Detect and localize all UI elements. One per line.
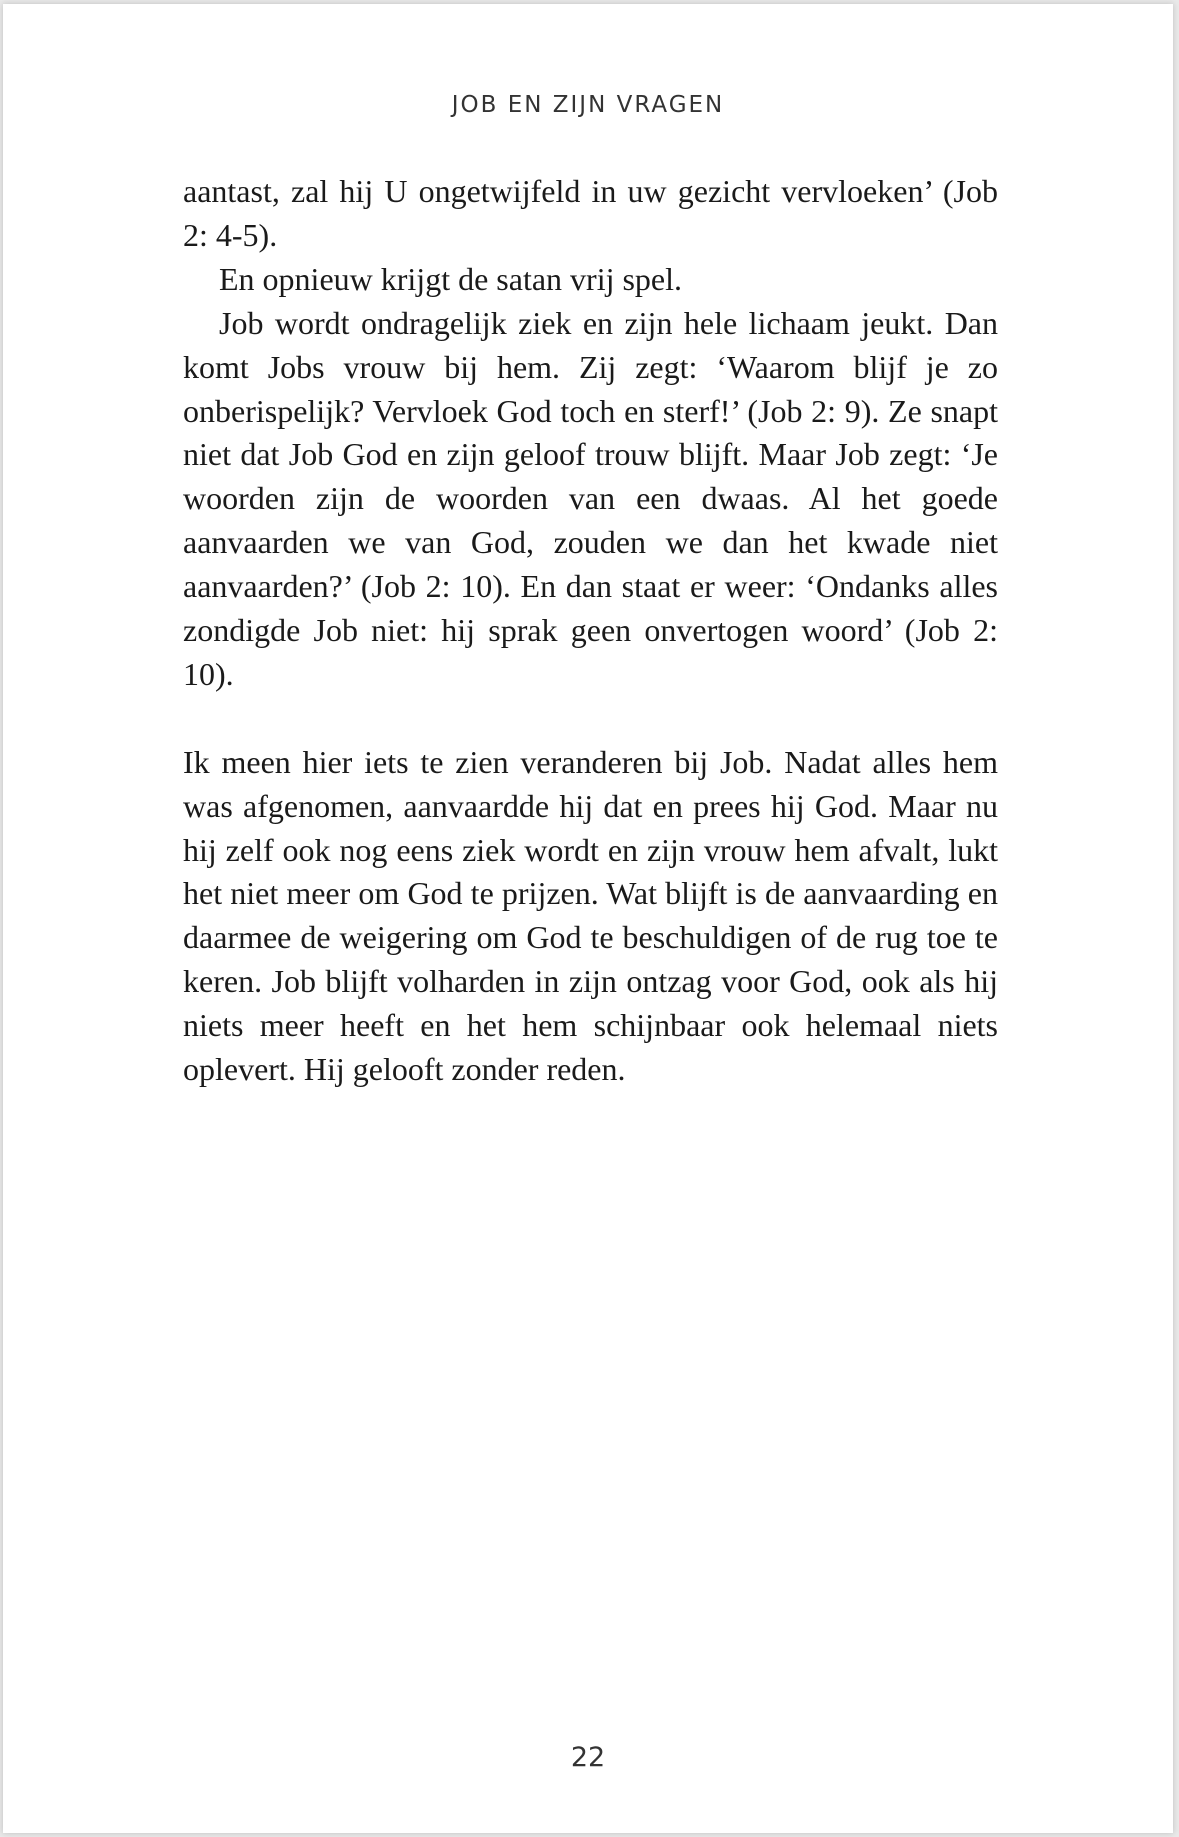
paragraph: Job wordt ondragelijk ziek en zijn hele lichaam jeukt. Dan komt Jobs vrouw bij hem. Zij zegt: ‘Waarom blijf je zo onberispelijk? Vervloek God toch en sterf!’ (Job 2: 9). Ze snapt niet dat Job God en zijn geloof trouw blijft. Maar Job zegt: ‘Je woorden zijn de woorden van een dwaas. Al het goede aanvaarden we van God, zouden we dan het kwade niet aanvaarden?’ (Job 2: 10). En dan staat er weer: ‘Ondanks alles zondigde Job niet: hij sprak geen onvertogen woord’ (Job 2: 10). [183, 304, 998, 692]
book-page [3, 4, 1173, 1833]
paragraph: aantast, zal hij U ongetwijfeld in uw gezicht vervloeken’ (Job 2: 4-5). [183, 173, 998, 253]
body-text [183, 170, 998, 1092]
paragraph: En opnieuw krijgt de satan vrij spel. [219, 260, 683, 297]
page-number: 22 [570, 1742, 606, 1773]
running-head: JOB EN ZIJN VRAGEN [451, 92, 725, 118]
paragraph: Ik meen hier iets te zien veranderen bij Job. Nadat alles hem was afgenomen, aanvaardde hij dat en prees hij God. Maar nu hij zelf ook nog eens ziek wordt en zijn vrouw hem afvalt, lukt het niet meer om God te prijzen. Wat blijft is de aanvaarding en daarmee de weigering om God te beschuldigen of de rug toe te keren. Job blijft volharden in zijn ontzag voor God, ook als hij niets meer heeft en het hem schijnbaar ook helemaal niets oplevert. Hij gelooft zonder reden. [183, 743, 998, 1088]
